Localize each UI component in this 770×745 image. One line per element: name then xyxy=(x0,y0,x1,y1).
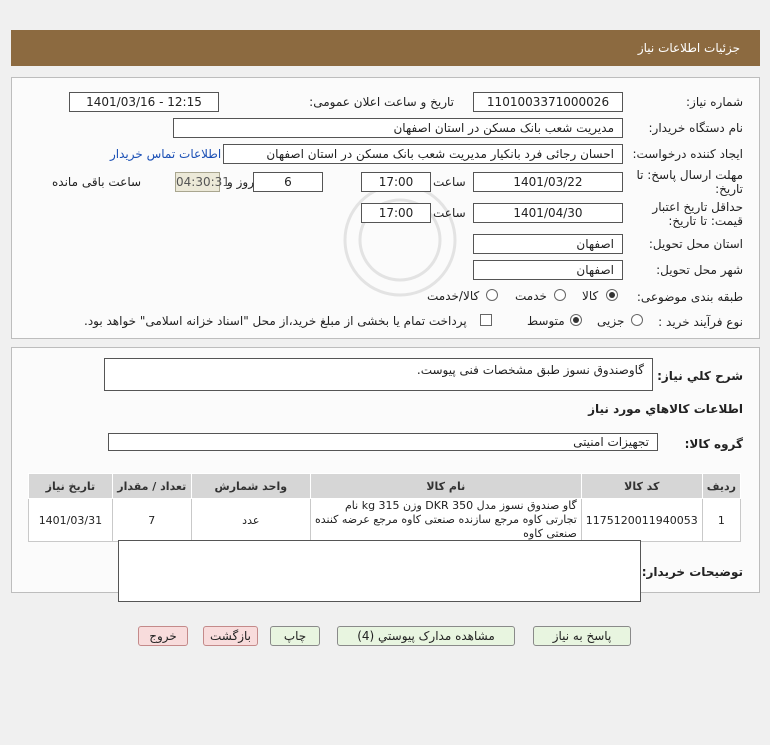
cell-qty: 7 xyxy=(112,499,191,542)
category-goods-label: کالا xyxy=(582,289,599,303)
col-qty: تعداد / مقدار xyxy=(112,474,191,499)
buyer-notes-field xyxy=(118,540,641,602)
validity-label-2: قیمت: تا تاریخ: xyxy=(668,214,743,228)
buyer-notes-label: توضیحات خریدار: xyxy=(641,565,743,579)
city-field: اصفهان xyxy=(473,260,623,280)
col-name: نام کالا xyxy=(310,474,581,499)
summary-label: شرح کلي نياز: xyxy=(657,369,743,383)
page-header xyxy=(11,30,760,66)
col-row: ردیف xyxy=(702,474,740,499)
attachments-button[interactable]: مشاهده مدارک پیوستي (4) xyxy=(337,626,515,646)
announce-datetime-field: 1401/03/16 - 12:15 xyxy=(69,92,219,112)
category-goods-service-radio[interactable] xyxy=(486,289,498,301)
deadline-time-field: 17:00 xyxy=(361,172,431,192)
goods-group-field: تجهیزات امنیتی xyxy=(108,433,658,451)
validity-label: حداقل تاریخ اعتبار xyxy=(652,200,743,214)
goods-info-title: اطلاعات کالاهاي مورد نياز xyxy=(588,402,743,416)
validity-time-label: ساعت xyxy=(433,206,466,220)
cell-row: 1 xyxy=(702,499,740,542)
process-minor-radio[interactable] xyxy=(631,314,643,326)
category-service-radio[interactable] xyxy=(554,289,566,301)
need-number-field: 1101003371000026 xyxy=(473,92,623,112)
col-date: تاریخ نیاز xyxy=(29,474,113,499)
requester-label: ایجاد کننده درخواست: xyxy=(632,147,743,161)
validity-time-field: 17:00 xyxy=(361,203,431,223)
city-label: شهر محل تحویل: xyxy=(656,263,743,277)
province-label: استان محل تحویل: xyxy=(648,237,743,251)
buyer-org-label: نام دستگاه خریدار: xyxy=(648,121,743,135)
announce-label: تاریخ و ساعت اعلان عمومی: xyxy=(309,95,454,109)
category-goods-radio[interactable] xyxy=(606,289,618,301)
need-number-label: شماره نیاز: xyxy=(686,95,743,109)
reply-button[interactable]: پاسخ به نیاز xyxy=(533,626,631,646)
deadline-label-2: تاریخ: xyxy=(715,182,743,196)
print-button[interactable]: چاپ xyxy=(270,626,320,646)
cell-date: 1401/03/31 xyxy=(29,499,113,542)
category-service-label: خدمت xyxy=(515,289,547,303)
cell-code: 1175120011940053 xyxy=(581,499,702,542)
requester-field: احسان رجائی فرد بانکیار مدیریت شعب بانک مسکن در استان اصفهان xyxy=(223,144,623,164)
page-title: جزئیات اطلاعات نیاز xyxy=(637,41,740,55)
cell-name: گاو صندوق نسوز مدل DKR 350 وزن kg 315 نام تجارتی کاوه مرجع سازنده صنعتی کاوه مرجع عرضه کننده صنعتی کاوه xyxy=(310,499,581,542)
buyer-org-field: مدیریت شعب بانک مسکن در استان اصفهان xyxy=(173,118,623,138)
process-minor-label: جزیی xyxy=(597,314,625,328)
province-field: اصفهان xyxy=(473,234,623,254)
category-label: طبقه بندی موضوعی: xyxy=(636,290,743,304)
validity-date-field: 1401/04/30 xyxy=(473,203,623,223)
summary-field: گاوصندوق نسوز طبق مشخصات فنی پیوست. xyxy=(104,358,653,391)
remaining-time-field: 04:30:31 xyxy=(175,172,220,192)
table-row xyxy=(29,499,741,542)
goods-group-label: گروه کالا: xyxy=(684,437,743,451)
process-label: نوع فرآیند خرید : xyxy=(658,315,743,329)
goods-table xyxy=(28,473,741,542)
goods-table-header xyxy=(29,474,741,499)
deadline-label: مهلت ارسال پاسخ: تا xyxy=(636,168,743,182)
deadline-time-label: ساعت xyxy=(433,175,466,189)
process-medium-radio[interactable] xyxy=(570,314,582,326)
treasury-payment-note: پرداخت تمام یا بخشی از مبلغ خرید،از محل "اسناد خزانه اسلامی" خواهد بود. xyxy=(84,314,467,328)
days-and-label: روز و xyxy=(227,175,254,189)
col-code: کد کالا xyxy=(581,474,702,499)
category-goods-service-label: کالا/خدمت xyxy=(427,289,480,303)
col-unit: واحد شمارش xyxy=(191,474,310,499)
buyer-contact-link[interactable]: اطلاعات تماس خریدار xyxy=(110,147,222,161)
back-button[interactable]: بازگشت xyxy=(203,626,258,646)
process-medium-label: متوسط xyxy=(527,314,565,328)
deadline-date-field: 1401/03/22 xyxy=(473,172,623,192)
cell-unit: عدد xyxy=(191,499,310,542)
remaining-time-label: ساعت باقی مانده xyxy=(52,175,142,189)
exit-button[interactable]: خروج xyxy=(138,626,188,646)
days-remaining-field: 6 xyxy=(253,172,323,192)
treasury-payment-checkbox[interactable] xyxy=(480,314,492,326)
